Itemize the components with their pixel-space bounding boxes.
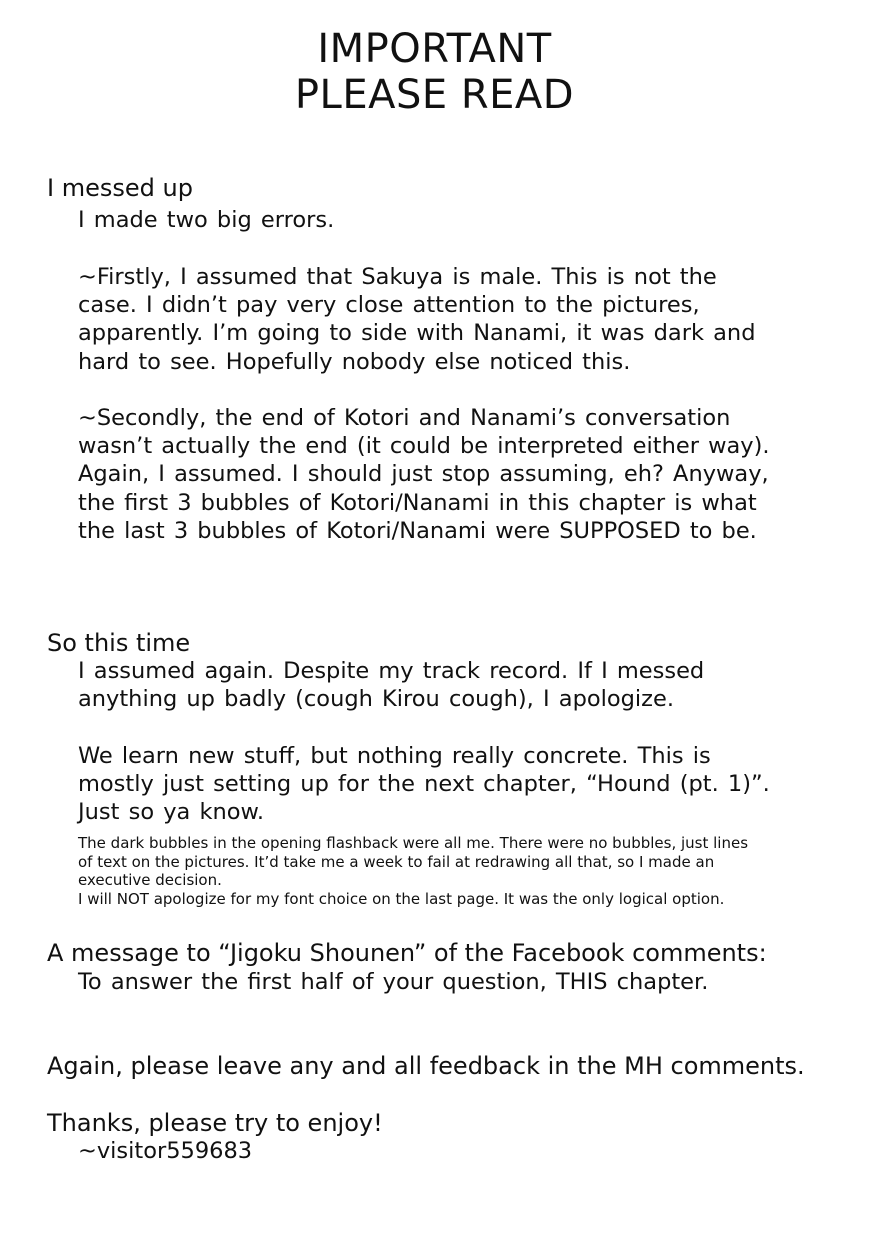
section3-body — [78, 968, 708, 996]
paragraph-line: To answer the first half of your question, THIS chapter. — [78, 969, 709, 995]
section2-notes — [78, 834, 748, 908]
section1-error-secondly — [78, 404, 770, 545]
paragraph-line: wasn’t actually the end (it could be interpreted either way). — [78, 433, 770, 460]
note-line: The dark bubbles in the opening flashback were all me. There were no bubbles, just lines — [78, 834, 749, 852]
section1-error-firstly — [78, 263, 755, 376]
signature-line: ~visitor559683 — [78, 1138, 253, 1164]
section2-paragraph-2 — [78, 742, 770, 827]
paragraph-line: I assumed again. Despite my track record. If I messed — [78, 658, 705, 684]
section2-paragraph-1 — [78, 657, 704, 713]
paragraph-line: mostly just setting up for the next chapter, “Hound (pt. 1)”. — [78, 771, 770, 798]
paragraph-line: ~Secondly, the end of Kotori and Nanami’s conversation — [78, 405, 731, 431]
section1-intro — [78, 206, 334, 234]
paragraph-line: anything up badly (cough Kirou cough), I apologize. — [78, 686, 674, 713]
note-line: executive decision. — [78, 871, 222, 890]
title-line-please-read: PLEASE READ — [294, 72, 575, 118]
thanks-line: Thanks, please try to enjoy! — [47, 1109, 383, 1137]
paragraph-line: hard to see. Hopefully nobody else noticed this. — [78, 348, 631, 375]
signature — [78, 1137, 252, 1165]
paragraph-line: Just so ya know. — [78, 799, 265, 826]
feedback-request: Again, please leave any and all feedback in the MH comments. — [47, 1052, 805, 1080]
note-line: I will NOT apologize for my font choice on the last page. It was the only logical option. — [78, 889, 725, 908]
paragraph-line: apparently. I’m going to side with Nanami, it was dark and — [78, 320, 756, 347]
section-heading-this-time: So this time — [47, 629, 191, 657]
paragraph-line: We learn new stuff, but nothing really concrete. This is — [78, 743, 711, 769]
note-line: of text on the pictures. It’d take me a week to fail at redrawing all that, so I made an — [78, 852, 715, 871]
page-title — [0, 26, 869, 118]
paragraph-line: case. I didn’t pay very close attention to the pictures, — [78, 292, 700, 319]
paragraph-line: the first 3 bubbles of Kotori/Nanami in this chapter is what — [78, 489, 757, 516]
section-heading-message: A message to “Jigoku Shounen” of the Facebook comments: — [47, 939, 767, 967]
section-heading-messed-up: I messed up — [47, 174, 193, 202]
paragraph-line: the last 3 bubbles of Kotori/Nanami were SUPPOSED to be. — [78, 517, 757, 544]
paragraph-line: ~Firstly, I assumed that Sakuya is male. This is not the — [78, 264, 717, 290]
title-line-important: IMPORTANT — [317, 26, 552, 72]
paragraph-line: I made two big errors. — [78, 207, 335, 233]
paragraph-line: Again, I assumed. I should just stop assuming, eh? Anyway, — [78, 461, 769, 488]
